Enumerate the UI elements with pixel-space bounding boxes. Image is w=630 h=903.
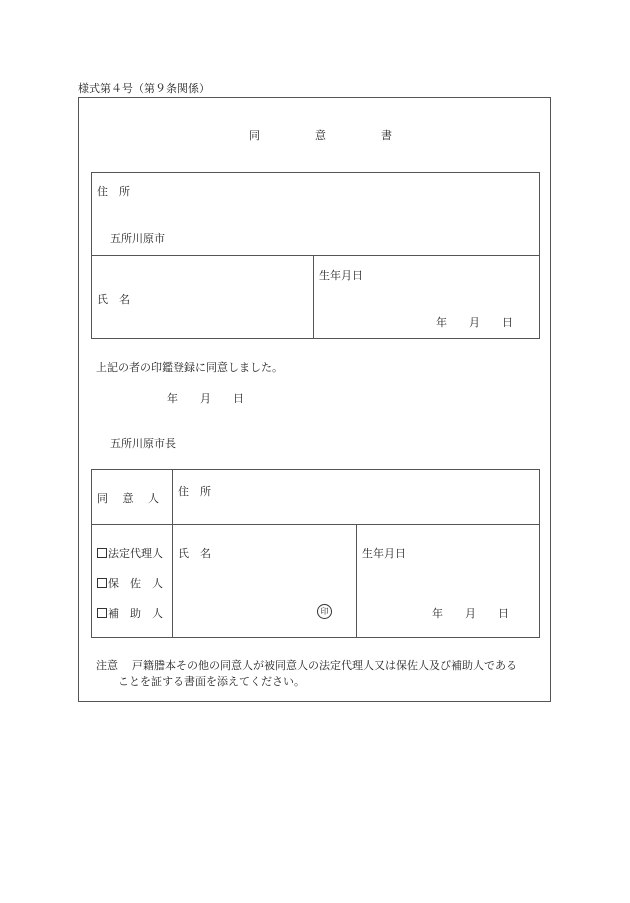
notes-line-1: 戸籍謄本その他の同意人が被同意人の法定代理人又は保佐人及び補助人である [132,659,517,672]
option-label: 補 助 人 [108,607,163,620]
option-label: 法定代理人 [108,547,163,560]
subject-name-label: 氏 名 [97,293,130,306]
subject-name-birth-divider [313,255,314,339]
option-curator[interactable] [97,575,163,591]
consenter-birth-label: 生年月日 [362,547,406,560]
form-number: 様式第４号（第９条関係） [78,82,210,95]
subject-address-label: 住 所 [97,185,130,198]
seal-icon: 印 [317,604,332,619]
checkbox-icon[interactable] [97,578,107,588]
recipient: 五所川原市長 [110,437,176,450]
subject-birth-date: 年 月 日 [436,316,513,329]
option-legal-representative[interactable] [97,545,163,561]
consenter-name-birth-divider [356,524,357,638]
seal-mark [317,604,332,619]
option-assistant[interactable] [97,605,163,621]
subject-divider [91,255,540,256]
consenter-birth-date: 年 月 日 [432,607,509,620]
consenter-role-divider [172,469,173,638]
notes-label: 注意 [96,659,118,672]
consenter-divider [91,524,540,525]
subject-city: 五所川原市 [110,232,165,245]
checkbox-icon[interactable] [97,548,107,558]
notes-line-2: ことを証する書面を添えてください。 [118,675,305,688]
consenter-address-label: 住 所 [178,485,211,498]
form-title: 同 意 書 [249,129,392,142]
consent-statement: 上記の者の印鑑登録に同意しました。 [96,361,283,374]
consenter-name-label: 氏 名 [178,547,211,560]
checkbox-icon[interactable] [97,608,107,618]
consenter-role-label: 同 意 人 [97,492,159,505]
consent-date: 年 月 日 [167,392,244,405]
option-label: 保 佐 人 [108,577,163,590]
subject-birth-label: 生年月日 [319,269,363,282]
